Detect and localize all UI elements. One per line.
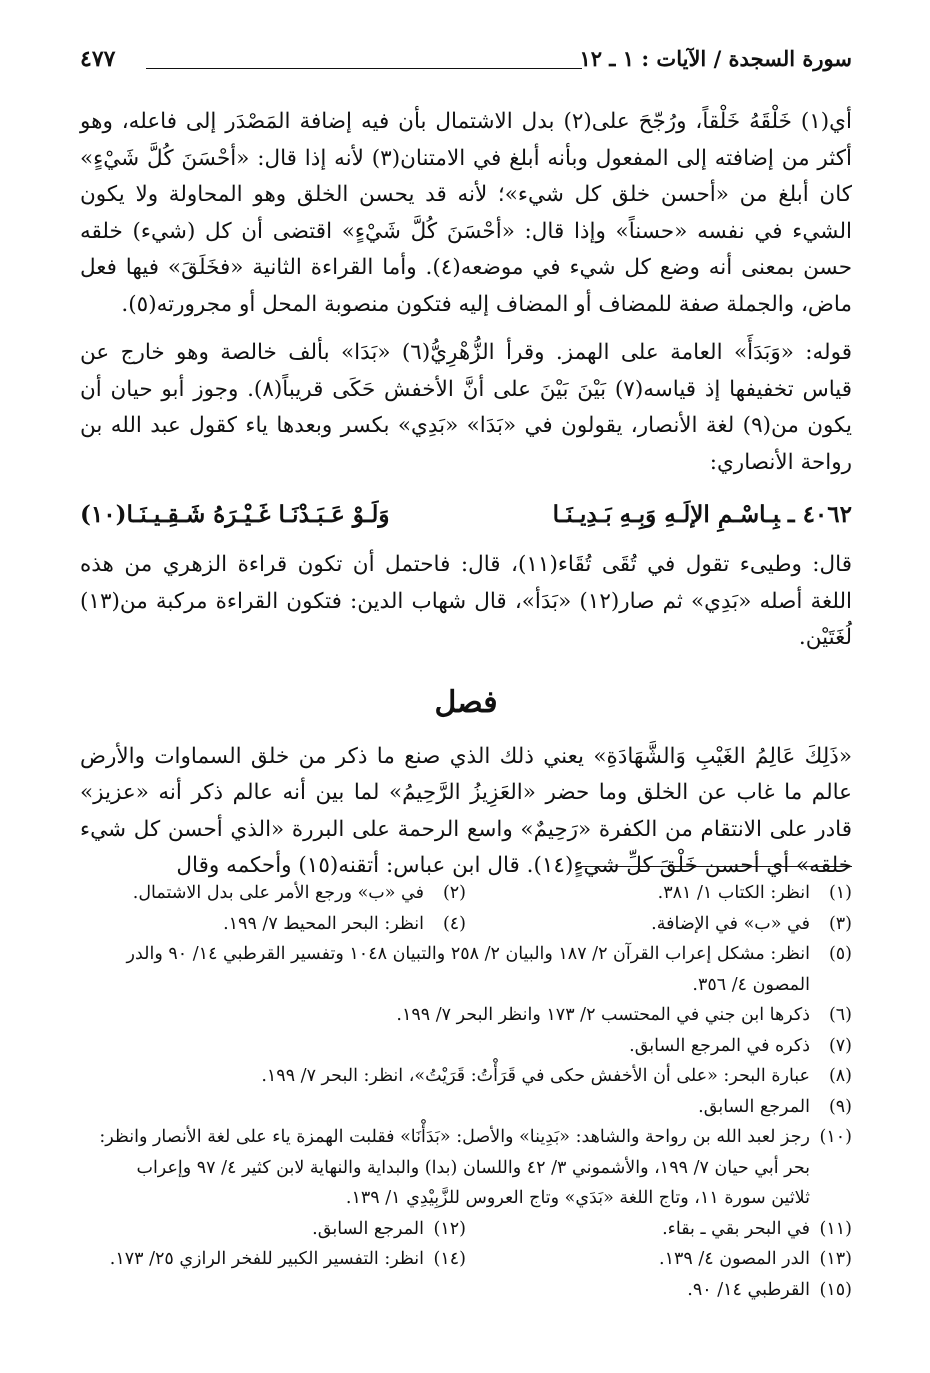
paragraph-4: «ذَلِكَ عَالِمُ الغَيْبِ وَالشَّهَادَةِ» يعني ذلك الذي صنع ما ذكر من خلق السماوات والأرض عالم ما غاب عن الخلق وما حضر «العَزِيزُ الرَّحِيمُ» لما بين أنه عالم ذكر أنه «عزيز» قادر على الانتقام من الكفرة «رَحِيمٌ» واسع الرحمة على البررة «الذي أحسن كل شيء خلقه» أي أحسن خَلْقَ كلِّ شيءٍ(١٤). قال ابن عباس: أتقنه(١٥) وأحكمه وقال [80, 743, 852, 878]
footnote-row: (١)انظر: الكتاب ١/ ٣٨١. (٢)في «ب» ورجع الأمر على بدل الاشتمال. [132, 883, 852, 903]
poetry-verse [80, 493, 852, 537]
verse-first-hemistich: ٤٠٦٢ ـبِـاسْـمِ الإلَـهِ وَبِـهِ بَـدِيـنَـا [552, 501, 852, 528]
section-heading: فصل [434, 684, 498, 720]
paragraph-3: قال: وطيىء تقول في تُقَى تُقَاء(١١)، قال: فاحتمل أن تكون قراءة الزهري من هذه اللغة أصله «بَدِي» ثم صار(١٢) «بَدَأ»، قال شهاب الدين: فتكون القراءة مركبة من(١٣) لُغَتَيْن. [80, 552, 852, 650]
footnote-15: (١٥)القرطبي ١٤/ ٩٠. [687, 1279, 852, 1300]
footnote-1: انظر: الكتاب ١/ ٣٨١. [657, 883, 810, 903]
footnote-10: (١٠)رجز لعبد الله بن رواحة والشاهد: «بَدِينا» والأصل: «بَدَأْنَا» فقلبت الهمزة ياء على لغة الأنصار وانظر: [99, 1127, 852, 1147]
footnote-separator [580, 866, 852, 867]
main-text [80, 104, 852, 885]
footnote-10-continued-1: بحر أبي حيان ٧/ ١٩٩، والأشموني ٣/ ٤٢ واللسان (بدا) والبداية والنهاية لابن كثير ٤/ ٩٧ وإعراب [136, 1157, 810, 1178]
footnote-14: انظر: التفسير الكبير للفخر الرازي ٢٥/ ١٧٣. [109, 1249, 424, 1269]
paragraph-2: قوله: «وَبَدَأَ» العامة على الهمز. وقرأ الزُّهْرِيُّ(٦) «بَدَا» بألف خالصة وهو خارج عن قياس تخفيفها إذ قياسه(٧) بَيْنَ بَيْنَ على أنَّ الأخفش حَكَى قريباً(٨). وجوز أبو حيان أن يكون من(٩) لغة الأنصار، يقولون في «بَدَا» «بَدِي» بكسر وبعدها ياء كقول عبد الله بن رواحة الأنصاري: [80, 340, 853, 475]
verse-number: ٤٠٦٢ ـ [787, 501, 852, 528]
footnote-row: (١١)في البحر بقي ـ بقاء. (١٢)المرجع السابق. [312, 1218, 852, 1239]
footnote-2: في «ب» ورجع الأمر على بدل الاشتمال. [132, 883, 424, 903]
running-title: سورة السجدة / الآيات : ١ ـ ١٢ [579, 46, 852, 71]
footnote-8: (٨)عبارة البحر: «على أن الأخفش حكى في قَرَأْتُ: قَرَيْتُ»، انظر: البحر ٧/ ١٩٩. [261, 1066, 852, 1086]
paragraph-1: أي(١) خَلْقَهُ خَلْقاً، ورُجّحَ على(٢) بدل الاشتمال بأن فيه إضافة المَصْدَر إلى فاعله، وهو أكثر من إضافته إلى المفعول وبأنه أبلغ في الامتنان(٣) لأنه إذا قال: «أحْسَنَ كُلَّ شَيْءٍ» كان أبلغ من «أحسن خلق كل شيء»؛ لأنه قد يحسن الخلق وهو المحاولة ولا يكون الشيء في نفسه «حسناً» وإذا قال: «أحْسَنَ كُلَّ شَيْءٍ» اقتضى أن كل (شيء) خلقه حسن بمعنى أنه وضع كل شيء في موضعه(٤). وأما القراءة الثانية «فخَلَقَ» فيها فعل ماض، والجملة صفة للمضاف أو المضاف إليه فتكون منصوبة المحل أو مجرورته(٥). [80, 109, 852, 317]
page-number: ٤٧٧ [80, 46, 116, 72]
footnote-7: (٧)ذكره في المرجع السابق. [629, 1035, 852, 1056]
footnote-10-continued-2: ثلاثين سورة ١١، وتاج اللغة «بَدَي» وتاج العروس للزَّبِيْدِي ١/ ١٣٩. [345, 1188, 810, 1208]
verse-second-hemistich: وَلَـوْ عَـبَـدْنَـا غَـيْـرَهُ شَـقِـيـنَـا(١٠) [80, 501, 390, 528]
footnote-9: (٩)المرجع السابق. [698, 1096, 852, 1117]
page-header [80, 44, 852, 80]
footnote-5-continued: المصون ٤/ ٣٥٦. [692, 974, 810, 995]
footnote-5: (٥)انظر: مشكل إعراب القرآن ٢/ ١٨٧ والبيان ٢/ ٢٥٨ والتبيان ١٠٤٨ وتفسير القرطبي ١٤/ ٩٠ والدر [126, 944, 852, 964]
footnote-4: انظر: البحر المحيط ٧/ ١٩٩. [223, 913, 424, 934]
footnote-12: المرجع السابق. [312, 1218, 424, 1239]
footnote-3: في «ب» في الإضافة. [651, 913, 810, 934]
header-rule [146, 68, 582, 69]
footnote-6: (٦)ذكرها ابن جني في المحتسب ٢/ ١٧٣ وانظر البحر ٧/ ١٩٩. [396, 1005, 852, 1025]
footnote-13: الدر المصون ٤/ ١٣٩. [659, 1249, 810, 1269]
footnotes [80, 878, 852, 1305]
footnote-11: في البحر بقي ـ بقاء. [662, 1218, 810, 1239]
footnote-row: (٣)في «ب» في الإضافة. (٤)انظر: البحر المحيط ٧/ ١٩٩. [223, 913, 852, 934]
footnote-row: (١٣)الدر المصون ٤/ ١٣٩. (١٤)انظر: التفسير الكبير للفخر الرازي ٢٥/ ١٧٣. [109, 1249, 852, 1269]
